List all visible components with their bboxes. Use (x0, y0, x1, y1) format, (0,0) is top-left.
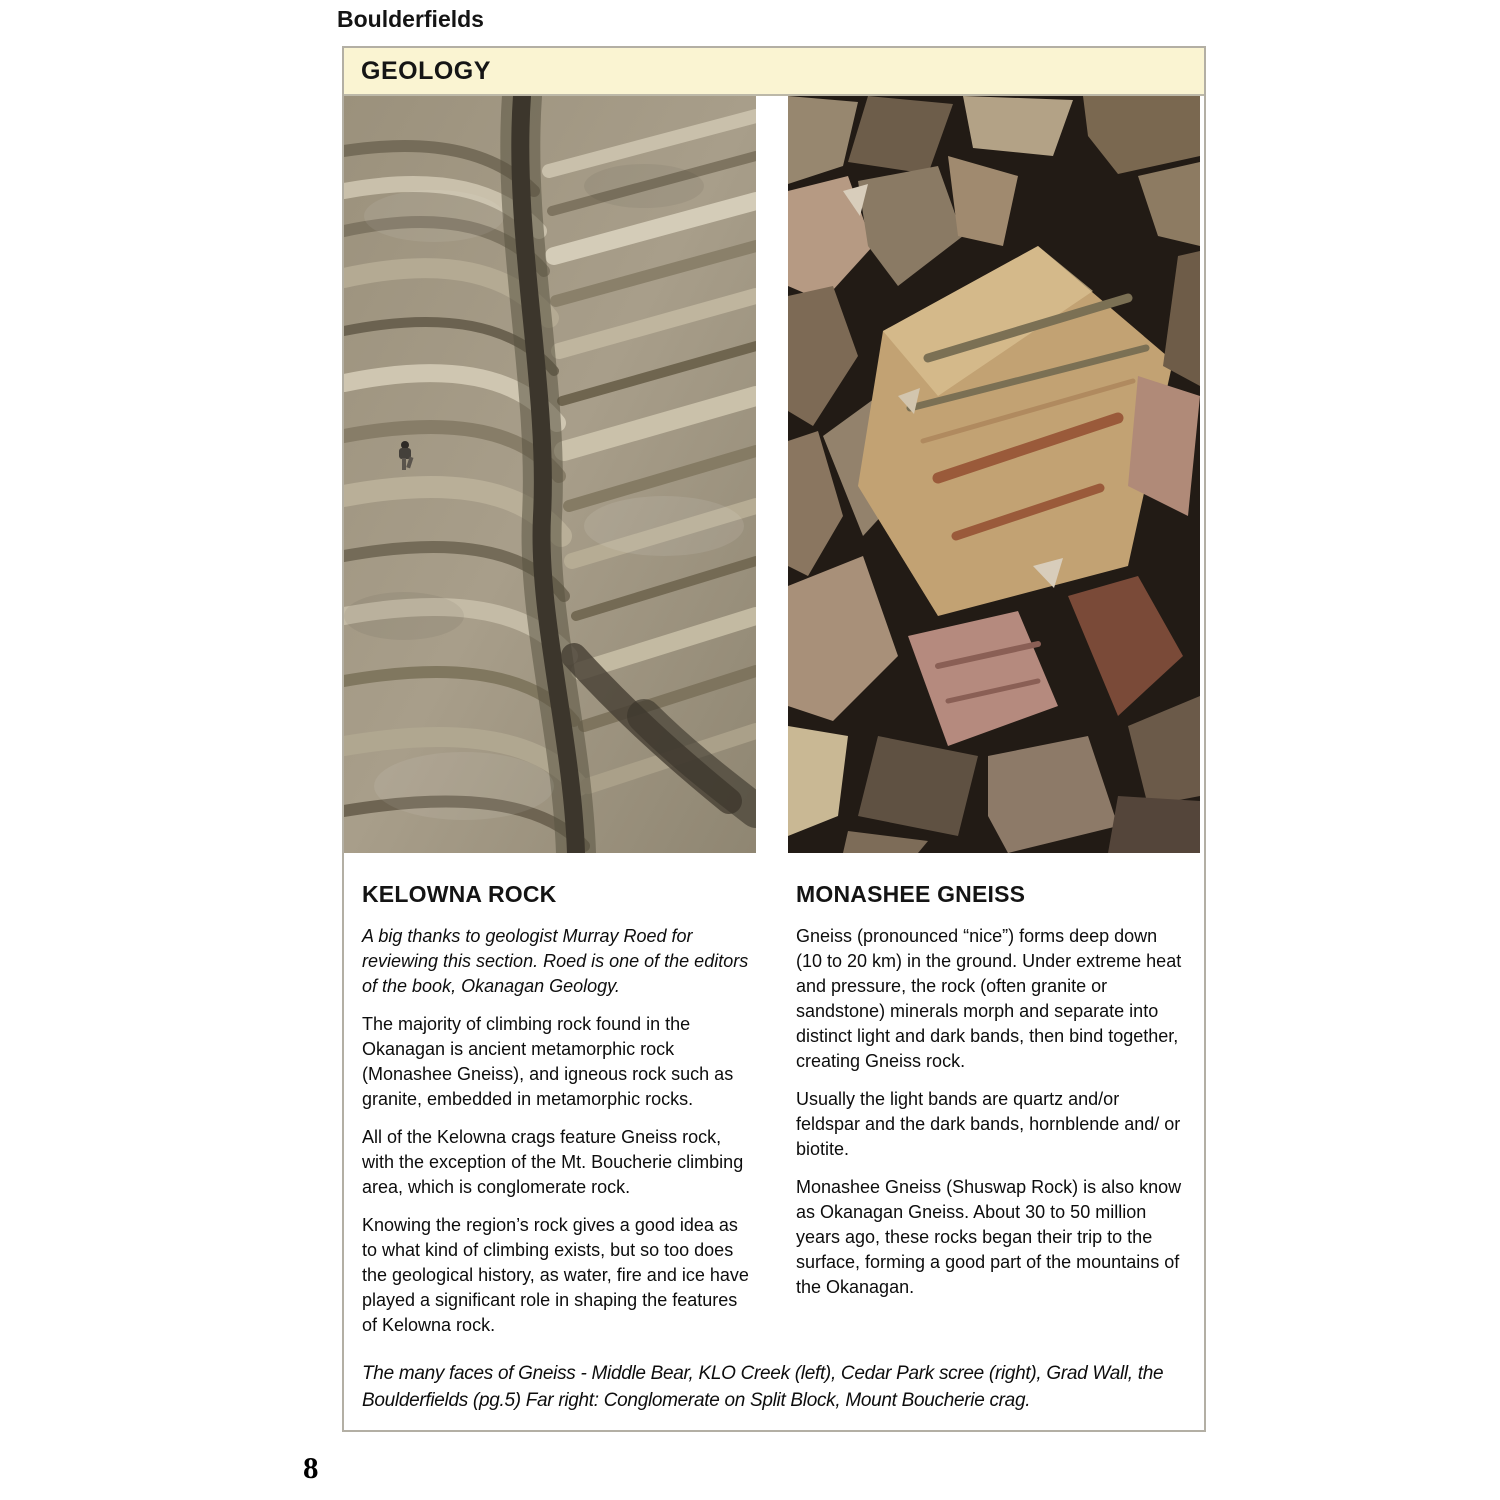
paragraph: A big thanks to geologist Murray Roed for reviewing this section. Roed is one of the editors of the book, Okanagan Geology. (362, 926, 749, 996)
paragraph: The majority of climbing rock found in the Okanagan is ancient metamorphic rock (Monashee Gneiss), and igneous rock such as granite, embedded in metamorphic rocks. (362, 1014, 734, 1109)
paragraph: All of the Kelowna crags feature Gneiss rock, with the exception of the Mt. Boucherie climbing area, which is conglomerate rock. (362, 1127, 744, 1197)
geology-panel (342, 46, 1206, 1432)
page-number: 8 (303, 1450, 319, 1485)
column-kelowna-rock (362, 881, 752, 1351)
gneiss-cliff-photo (344, 96, 756, 853)
panel-title: GEOLOGY (361, 56, 491, 85)
text-columns (344, 853, 1204, 1351)
column-heading: MONASHEE GNEISS (796, 881, 1026, 907)
paragraph: Gneiss (pronounced “nice”) forms deep down (10 to 20 km) in the ground. Under extreme heat and pressure, the rock (often granite or sandstone) minerals morph and separate into distinct light and dark bands, then bind together, creating Gneiss rock. (796, 926, 1182, 1071)
gneiss-scree-photo (788, 96, 1200, 853)
paragraph: Knowing the region’s rock gives a good idea as to what kind of climbing exists, but so too does the geological history, as water, fire and ice have played a significant role in shaping the features of Kelowna rock. (362, 1215, 749, 1335)
column-monashee-gneiss (796, 881, 1186, 1351)
photo-caption: The many faces of Gneiss - Middle Bear, KLO Creek (left), Cedar Park scree (right), Grad Wall, the Boulderfields (pg.5) Far right: Conglomerate on Split Block, Mount Boucherie crag. (362, 1363, 1164, 1411)
column-heading: KELOWNA ROCK (362, 881, 557, 907)
panel-header (344, 48, 1204, 96)
running-header: Boulderfields (337, 6, 484, 32)
paragraph: Monashee Gneiss (Shuswap Rock) is also know as Okanagan Gneiss. About 30 to 50 million years ago, these rocks began their trip to the surface, forming a good part of the mountains of the Okanagan. (796, 1177, 1182, 1297)
paragraph: Usually the light bands are quartz and/or feldspar and the dark bands, hornblende and/ or biotite. (796, 1089, 1181, 1159)
photo-row (344, 96, 1204, 853)
